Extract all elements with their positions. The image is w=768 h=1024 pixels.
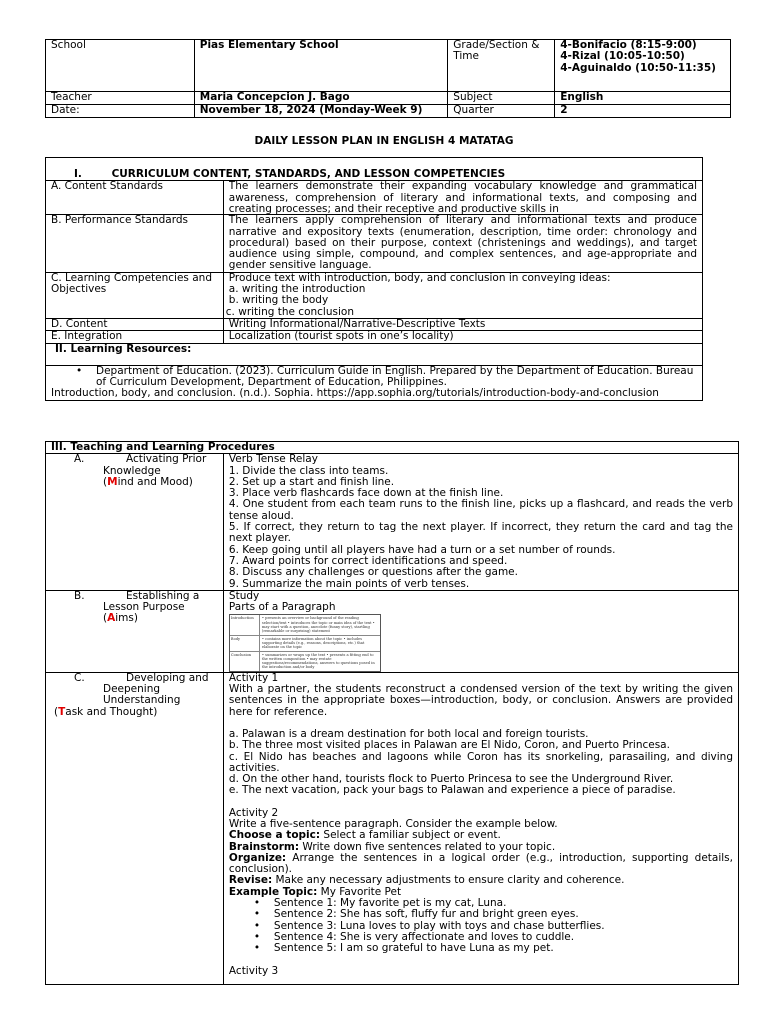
teacher-name: Maria Concepcion J. Bago [194,92,448,105]
school-label: School [46,40,195,92]
section1-heading-text: CURRICULUM CONTENT, STANDARDS, AND LESSON COMPETENCIES [111,168,506,180]
activity2-title: Activity 2 [228,806,279,819]
relay-step: 6. Keep going until all players have had a turn or a set number of rounds. [228,543,616,556]
developing-label-l1: Developing and [126,671,209,684]
step-desc: Arrange the sentences in a logical order (e.g., introduction, supporting details, conclusion). [228,851,733,876]
section-aguinaldo: 4-Aguinaldo (10:50-11:35) [560,61,716,74]
parts-row [230,615,380,635]
step-desc: Write down five sentences related to your topic. [299,840,556,853]
study-label: Study [228,589,260,602]
school-name: Pias Elementary School [194,40,448,92]
example-sentence: • Sentence 4: She is very affectionate and loves to cuddle. [229,932,733,943]
sections-cell [555,40,731,92]
writing-step [229,853,733,876]
document-title: DAILY LESSON PLAN IN ENGLISH 4 MATATAG [254,135,514,147]
resource-item: • Department of Education. (2023). Curriculum Guide in English. Prepared by the Department of Education. Bureau of Curriculum Development, Department of Education, Philippines. [51,366,697,389]
step-desc: My Favorite Pet [317,885,402,898]
resource-item: Introduction, body, and conclusion. (n.d.). Sophia. https://app.sophia.org/tutorials/introduction-body-and-conclusion [51,387,659,400]
quarter-label: Quarter [448,105,555,118]
step-term: Choose a topic: [228,829,321,842]
verb-relay-title: Verb Tense Relay [228,453,318,466]
integration-text: Localization (tourist spots in one’s locality) [223,331,702,343]
paren-open: ( [54,705,59,718]
quarter-value: 2 [555,105,731,118]
task-letter: T [58,705,66,718]
content-standards-text [223,181,702,215]
activating-label-l2: Knowledge [103,464,161,477]
step-desc: Select a familiar subject or event. [320,829,501,842]
palawan-sentence: b. The three most visited places in Palawan are El Nido, Coron, and Puerto Princesa. [228,739,670,752]
relay-step: 3. Place verb flashcards face down at the finish line. [228,487,504,500]
relay-step: 9. Summarize the main points of verb tenses. [228,577,470,590]
step-term: Organize: [228,851,287,864]
mind-letter: M [107,475,118,488]
developing-label-l2: Deepening [103,683,161,696]
step-term: Revise: [228,874,273,887]
label-letter-b: B. [74,589,85,602]
part-name: Body [230,636,260,651]
relay-step: 2. Set up a start and finish line. [228,475,395,488]
competencies-line: a. writing the introduction [228,283,366,296]
subject-label: Subject [448,92,555,105]
step-term: Example Topic: [228,885,318,898]
example-sentence: • Sentence 2: She has soft, fluffy fur and bright green eyes. [229,909,733,920]
relay-step: 7. Award points for correct identifications and speed. [228,554,508,567]
part-name: Introduction [230,615,260,634]
activity3-title: Activity 3 [228,964,279,977]
performance-standards-text: The learners apply comprehension of literary and informational texts and produce narrative and expository texts (enumeration, description, time order: chronology and procedural) based on their purpose, context (christenings and weddings), and target audience using simple, compound, and complex sentences, and age-appropriate and gender sensitive language. [223,215,702,272]
activity2-instructions: Write a five-sentence paragraph. Consider the example below. [228,817,558,830]
step-desc: Make any necessary adjustments to ensure clarity and coherence. [272,874,625,887]
relay-step: 5. If correct, they return to tag the next player. If incorrect, they return the card and tag the next player. [228,521,733,545]
activity1-title: Activity 1 [228,671,279,684]
content-standards-label: A. Content Standards [46,181,224,215]
lesson-purpose-label [46,590,224,672]
developing-label-l3: Understanding [103,694,181,707]
parts-row [230,636,380,652]
section-rizal: 4-Rizal (10:05-10:50) [560,50,685,63]
activating-label [46,454,224,591]
example-sentences [229,898,733,954]
resources-heading: II. Learning Resources: [46,343,703,365]
subject-value: English [555,92,731,105]
example-sentence: • Sentence 5: I am so grateful to have Luna as my pet. [229,943,733,954]
teacher-label: Teacher [46,92,195,105]
competencies-label: C. Learning Competencies and Objectives [46,272,224,318]
paren-open: ( [103,612,108,625]
paragraph-parts-table [229,614,381,671]
example-sentence: • Sentence 1: My favorite pet is my cat, Luna. [229,898,733,909]
part-desc: • presents an overview or background of the reading selection/text • introduces the topic or main idea of the text • may start with a question, anecdote (funny story), startling (remarkable or surprising) statement [261,616,375,634]
activating-label-l3: ind and Mood) [117,475,193,488]
relay-step: 8. Discuss any challenges or questions after the game. [228,566,518,579]
content-standards-body: The learners demonstrate their expanding vocabulary knowledge and grammatical awareness, comprehension of literary and informational texts, and composing and creating processes; and their receptive and productive skills in [228,181,697,215]
grade-section-label: Grade/Section & Time [448,40,555,92]
resources-cell [46,365,703,401]
performance-standards-label: B. Performance Standards [46,215,224,272]
header-table [45,39,731,118]
palawan-sentence: a. Palawan is a dream destination for both local and foreign tourists. [228,727,589,740]
example-sentence: • Sentence 3: Luna loves to play with toys and chase butterflies. [229,921,733,932]
label-letter-a: A. [74,453,85,466]
step-term: Brainstorm: [228,840,300,853]
palawan-sentence: c. El Nido has beaches and lagoons while Coron has its snorkeling, parasailing, and diving activities. [228,750,733,774]
palawan-sentence: e. The next vacation, pack your bags to Palawan and experience a piece of paradise. [228,784,676,797]
procedures-table [45,441,739,985]
developing-label-l4: ask and Thought) [65,705,158,718]
activity1-instructions: With a partner, the students reconstruct a condensed version of the text by writing the given sentences in the appropriate boxes—introduction, body, or conclusion. Answers are provided here for reference. [228,683,733,718]
content-text: Writing Informational/Narrative-Descriptive Texts [223,318,702,330]
section-bonifacio: 4-Bonifacio (8:15-9:00) [560,39,697,51]
section1-heading-num: I. [74,168,82,180]
part-name: Conclusion [230,652,260,671]
competencies-line: Produce text with introduction, body, and conclusion in conveying ideas: [228,271,611,284]
activating-label-l1: Activating Prior [126,453,207,466]
purpose-label-l1: Establishing a [126,589,200,602]
label-letter-c: C. [74,671,85,684]
section3-heading: III. Teaching and Learning Procedures [46,442,739,454]
parts-paragraph-title: Parts of a Paragraph [228,601,336,614]
relay-step: 1. Divide the class into teams. [228,464,389,477]
relay-step: 4. One student from each team runs to the finish line, picks up a flashcard, and reads the verb tense aloud. [228,498,733,522]
part-desc: • contains more information about the topic • includes supporting details (e.g., reasons, descriptions, etc.) that elaborate on the topic [261,636,365,650]
competencies-line: b. writing the body [228,294,329,307]
parts-paragraph-cell [223,590,738,672]
section1-heading [46,158,703,181]
purpose-label-l3: ims) [115,612,138,625]
competencies-line: c. writing the conclusion [225,305,354,318]
integration-label: E. Integration [46,331,224,343]
developing-label [46,672,224,984]
date-label: Date: [46,105,195,118]
competencies-text [223,272,702,318]
content-label: D. Content [46,318,224,330]
date-value: November 18, 2024 (Monday-Week 9) [194,105,448,118]
curriculum-table [45,157,703,401]
palawan-sentence: d. On the other hand, tourists flock to Puerto Princesa to see the Underground River. [228,773,674,786]
activities-cell [223,672,738,984]
paren-open: ( [103,475,108,488]
aims-letter: A [107,612,116,625]
parts-row [230,652,380,671]
part-desc: • summarizes or wraps up the text • presents a fitting end to the written composition • may restate suggestions/recommendations, answers to questions posed in the introduction and/or body [261,652,375,670]
verb-relay-cell [223,454,738,591]
purpose-label-l2: Lesson Purpose [103,601,185,614]
